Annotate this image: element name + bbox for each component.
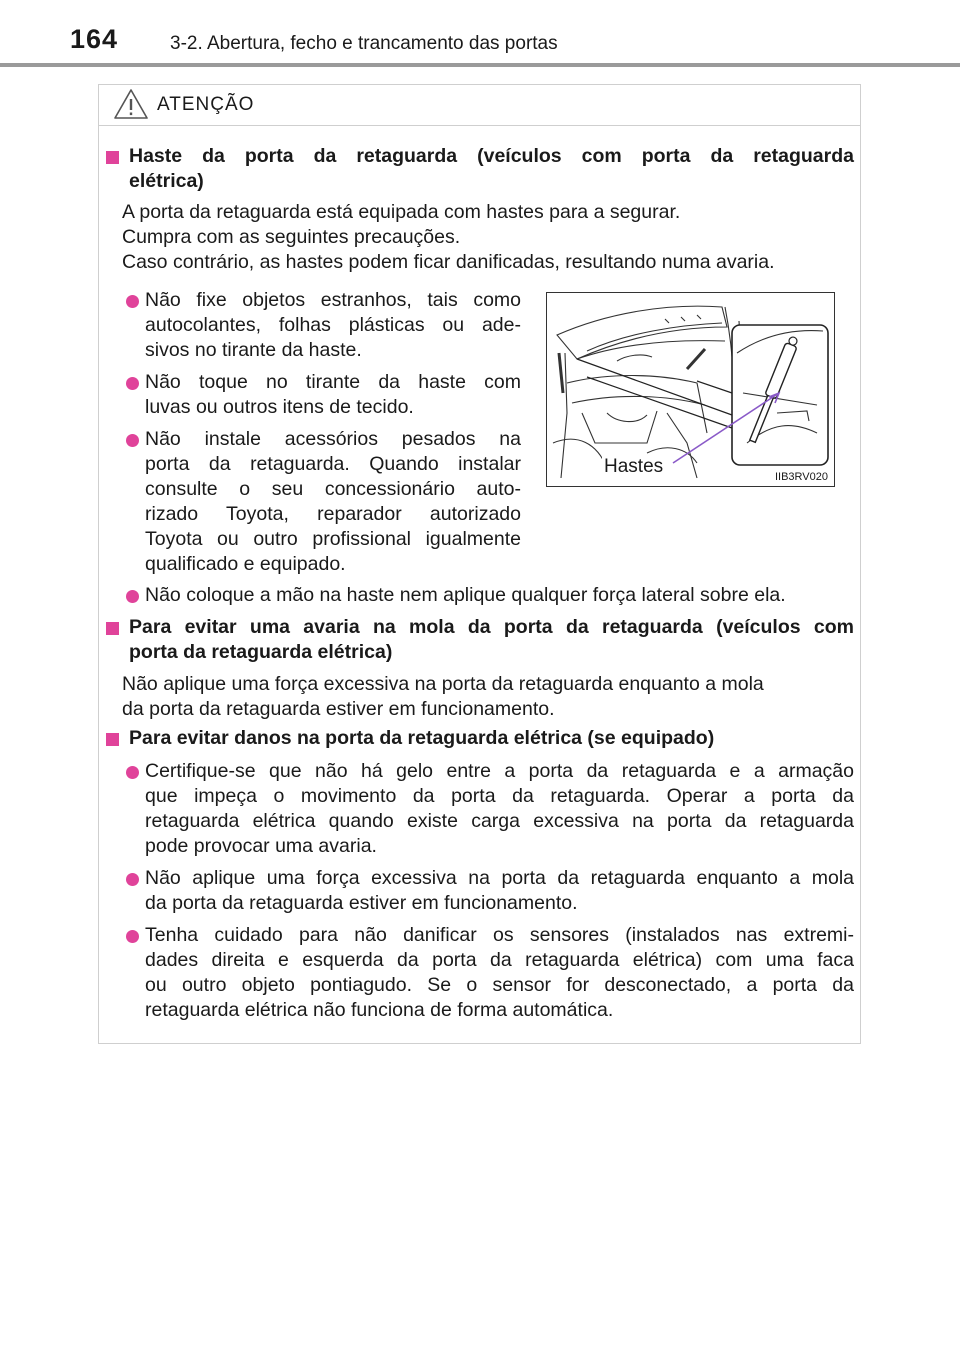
section-heading: porta da retaguarda elétrica) (129, 641, 393, 663)
bullet-line: qualificado e equipado. (145, 553, 346, 575)
bullet-dot (126, 873, 139, 886)
bullet-line: retaguarda elétrica quando existe carga excessiva na porta da retaguarda (145, 810, 854, 832)
page-header (0, 0, 960, 66)
section-heading: Haste da porta da retaguarda (veículos com porta da retaguarda (129, 145, 854, 167)
figure-label-hastes: Hastes (604, 456, 664, 477)
page-number: 164 (70, 24, 119, 54)
bullet-dot (126, 766, 139, 779)
bullet-line: Não aplique uma força excessiva na porta da retaguarda enquanto a mola (145, 867, 854, 889)
warning-header (99, 85, 860, 126)
bullet-line: Toyota ou outro profissional igualmente (145, 528, 521, 550)
bullet-line: consulte o seu concessionário auto- (145, 478, 521, 500)
bullet-line: luvas ou outros itens de tecido. (145, 396, 414, 418)
bullet-line: sivos no tirante da haste. (145, 339, 362, 361)
paragraph-line: da porta da retaguarda estiver em funcionamento. (122, 698, 555, 720)
bullet-line: ou outro objeto pontiagudo. Se o sensor for desconectado, a porta da (145, 974, 854, 996)
bullet-line: Certifique-se que não há gelo entre a porta da retaguarda e a armação (145, 760, 854, 782)
bullet-dot (126, 590, 139, 603)
header-rule (0, 63, 960, 67)
section-marker-square (106, 151, 119, 164)
paragraph-line: Cumpra com as seguintes precauções. (122, 226, 461, 248)
bullet-line: Não toque no tirante da haste com (145, 371, 521, 393)
bullet-line: pode provocar uma avaria. (145, 835, 377, 857)
warning-triangle-icon (113, 88, 149, 120)
section-title: 3-2. Abertura, fecho e trancamento das portas (170, 33, 558, 54)
bullet-line: retaguarda elétrica não funciona de forma automática. (145, 999, 614, 1021)
tailgate-illustration (547, 293, 833, 485)
bullet-dot (126, 295, 139, 308)
bullet-dot (126, 930, 139, 943)
bullet-line: rizado Toyota, reparador autorizado (145, 503, 521, 525)
bullet-line: Não instale acessórios pesados na (145, 428, 521, 450)
tailgate-strut-figure (546, 292, 835, 487)
bullet-line: Não fixe objetos estranhos, tais como (145, 289, 521, 311)
paragraph-line: A porta da retaguarda está equipada com hastes para a segurar. (122, 201, 681, 223)
bullet-line: Tenha cuidado para não danificar os sensores (instalados nas extremi- (145, 924, 854, 946)
section-heading: Para evitar uma avaria na mola da porta da retaguarda (veículos com (129, 616, 854, 638)
bullet-line: autocolantes, folhas plásticas ou ade- (145, 314, 521, 336)
bullet-line: porta da retaguarda. Quando instalar (145, 453, 521, 475)
paragraph-line: Não aplique uma força excessiva na porta da retaguarda enquanto a mola (122, 673, 764, 695)
bullet-dot (126, 377, 139, 390)
section-marker-square (106, 622, 119, 635)
section-marker-square (106, 733, 119, 746)
bullet-line: dades direita e esquerda da porta da retaguarda elétrica) com uma faca (145, 949, 854, 971)
bullet-line: da porta da retaguarda estiver em funcionamento. (145, 892, 578, 914)
bullet-line: Não coloque a mão na haste nem aplique qualquer força lateral sobre ela. (145, 584, 786, 606)
bullet-dot (126, 434, 139, 447)
paragraph-line: Caso contrário, as hastes podem ficar danificadas, resultando numa avaria. (122, 251, 775, 273)
bullet-line: que impeça o movimento da porta da retaguarda. Operar a porta da (145, 785, 854, 807)
section-heading: elétrica) (129, 170, 204, 192)
section-heading: Para evitar danos na porta da retaguarda elétrica (se equipado) (129, 727, 715, 749)
figure-code: IIB3RV020 (774, 471, 828, 483)
warning-title: ATENÇÃO (157, 94, 255, 115)
